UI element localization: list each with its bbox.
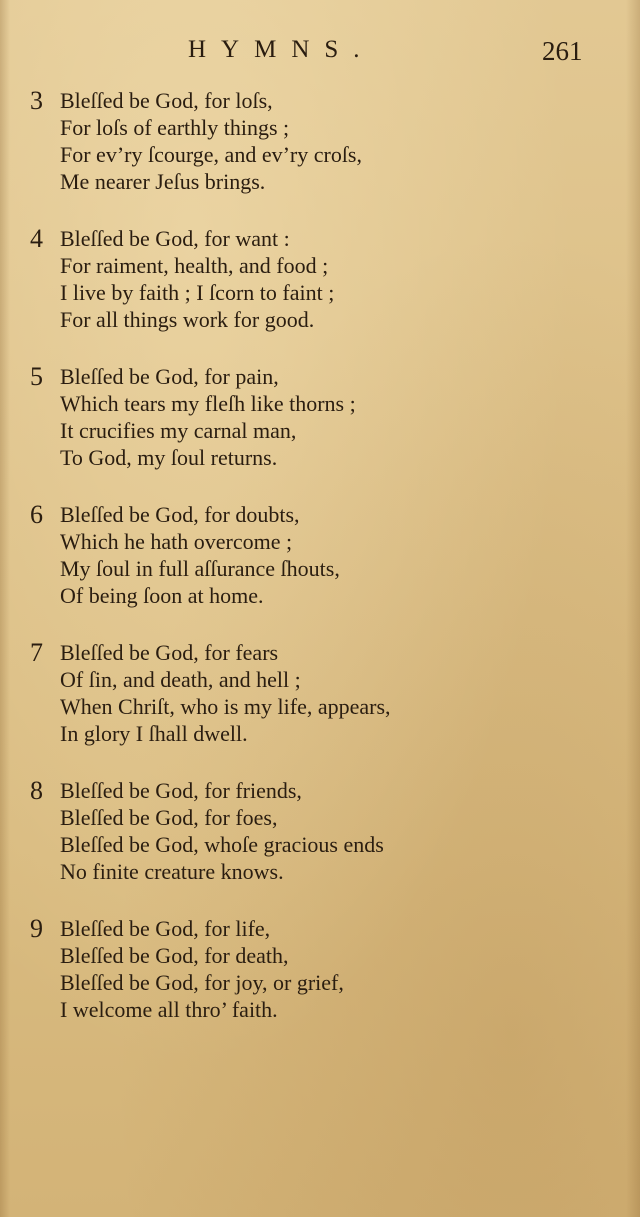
verse-line: When Chriſt, who is my life, appears, — [60, 694, 391, 719]
stanza-9 — [0, 916, 640, 1047]
stanza-number: 3 — [30, 86, 43, 115]
verse-line: Bleſſed be God, for fears — [60, 640, 279, 665]
page-header — [0, 30, 640, 70]
verse-line: No finite creature knows. — [60, 859, 284, 884]
verse-line: Me nearer Jeſus brings. — [60, 169, 266, 194]
stanza-7 — [0, 640, 640, 771]
verse-line: Bleſſed be God, for life, — [60, 916, 271, 941]
running-title: HYMNS. — [188, 36, 375, 63]
verse-line: It crucifies my carnal man, — [60, 418, 297, 443]
verse-line: In glory I ſhall dwell. — [60, 721, 248, 746]
verse-line: Of being ſoon at home. — [60, 583, 264, 608]
verse-line: Bleſſed be God, for joy, or grief, — [60, 970, 344, 995]
hymn-stanzas — [0, 88, 640, 1054]
verse-line: To God, my ſoul returns. — [60, 445, 278, 470]
verse-line: Which tears my fleſh like thorns ; — [60, 391, 356, 416]
stanza-number: 9 — [30, 914, 43, 943]
stanza-number: 6 — [30, 500, 43, 529]
stanza-5 — [0, 364, 640, 495]
verse-line: Bleſſed be God, for want : — [60, 226, 290, 251]
verse-line: My ſoul in full aſſurance ſhouts, — [60, 556, 340, 581]
verse-line: Of ſin, and death, and hell ; — [60, 667, 301, 692]
verse-line: Bleſſed be God, for loſs, — [60, 88, 273, 113]
verse-line: For raiment, health, and food ; — [60, 253, 329, 278]
stanza-3 — [0, 88, 640, 219]
stanza-number: 5 — [30, 362, 43, 391]
verse-line: Bleſſed be God, for friends, — [60, 778, 302, 803]
stanza-number: 7 — [30, 638, 43, 667]
verse-line: For loſs of earthly things ; — [60, 115, 290, 140]
stanza-8 — [0, 778, 640, 909]
verse-line: I welcome all thro’ faith. — [60, 997, 278, 1022]
verse-line: Bleſſed be God, for foes, — [60, 805, 278, 830]
page-number: 261 — [542, 36, 583, 66]
verse-line: Bleſſed be God, whoſe gracious ends — [60, 832, 384, 857]
verse-line: I live by faith ; I ſcorn to faint ; — [60, 280, 335, 305]
stanza-number: 8 — [30, 776, 43, 805]
verse-line: For ev’ry ſcourge, and ev’ry croſs, — [60, 142, 362, 167]
verse-line: Bleſſed be God, for death, — [60, 943, 289, 968]
stanza-4 — [0, 226, 640, 357]
stanza-6 — [0, 502, 640, 633]
verse-line: For all things work for good. — [60, 307, 315, 332]
verse-line: Bleſſed be God, for pain, — [60, 364, 279, 389]
stanza-number: 4 — [30, 224, 43, 253]
verse-line: Bleſſed be God, for doubts, — [60, 502, 300, 527]
verse-line: Which he hath overcome ; — [60, 529, 293, 554]
